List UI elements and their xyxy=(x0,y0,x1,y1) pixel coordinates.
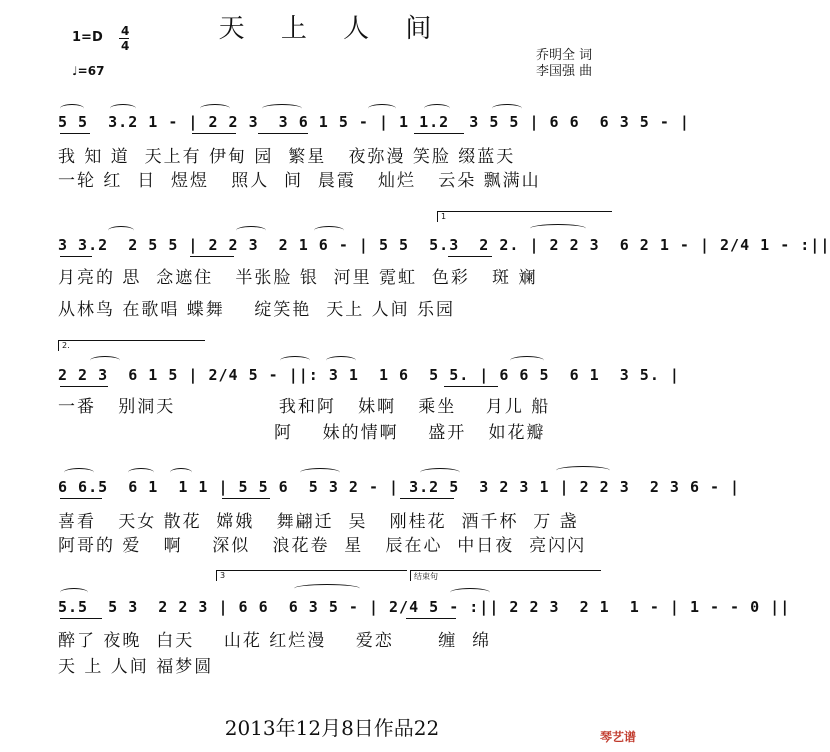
slur xyxy=(170,468,192,477)
slur xyxy=(314,226,344,235)
slur xyxy=(420,468,460,477)
second-ending-label: 2. xyxy=(62,341,70,350)
lyrics-line-4-verse-2: 阿哥的 爱 啊 深似 浪花卷 星 辰在心 中日夜 亮闪闪 xyxy=(58,536,587,556)
beat-underline xyxy=(400,498,454,499)
lyrics-line-4-verse-1: 喜看 天女 散花 嫦娥 舞翩迁 吴 刚桂花 酒千杯 万 盏 xyxy=(58,512,579,532)
key-signature: 1=D xyxy=(72,30,103,45)
slur xyxy=(492,104,522,113)
slur xyxy=(280,356,310,365)
lyrics-line-2-verse-1: 月亮的 思 念遮住 半张脸 银 河里 霓虹 色彩 斑 斓 xyxy=(58,268,538,288)
slur xyxy=(294,584,360,593)
composer-credit: 李国强 曲 xyxy=(536,64,593,79)
notation-line-5: 5.5 5 3 2 2 3 | 6 6 6 3 5 - | 2/4 5 - :|| 2 2 3 2 1 1 - | 1 - - 0 || xyxy=(58,598,791,616)
slur xyxy=(90,356,120,365)
notation-line-2: 3 3.2 2 5 5 | 2 2 3 2 1 6 - | 5 5 5.3 2 2. | 2 2 3 6 2 1 - | 2/4 1 - :|| xyxy=(58,236,830,254)
slur xyxy=(110,104,136,113)
coda-label: 结束句 xyxy=(414,572,438,581)
lyrics-line-5-verse-1: 醉了 夜晚 白天 山花 红烂漫 爱恋 缠 绵 xyxy=(58,631,492,651)
slur xyxy=(510,356,544,365)
first-ending-bracket xyxy=(437,211,612,222)
slur xyxy=(424,104,450,113)
beat-underline xyxy=(406,618,456,619)
lyrics-line-3-verse-2: 阿 妹的情啊 盛开 如花瓣 xyxy=(274,423,546,443)
slur xyxy=(530,224,586,233)
slur xyxy=(300,468,340,477)
time-signature-bottom: 4 xyxy=(121,39,130,53)
beat-underline xyxy=(60,133,90,134)
beat-underline xyxy=(60,618,102,619)
slur xyxy=(128,468,154,477)
watermark-logo: 琴艺谱 xyxy=(600,730,637,744)
beat-underline xyxy=(444,386,498,387)
slur xyxy=(368,104,396,113)
lyrics-line-3-verse-1: 一番 别洞天 我和阿 妹啊 乘坐 月儿 船 xyxy=(58,397,551,417)
slur xyxy=(556,466,610,475)
beat-underline xyxy=(60,498,102,499)
slur xyxy=(60,104,84,113)
second-ending-bracket xyxy=(58,340,205,351)
beat-underline xyxy=(192,133,236,134)
lyricist-credit: 乔明全 词 xyxy=(536,48,593,63)
third-ending-bracket xyxy=(216,570,407,581)
coda-bracket xyxy=(410,570,601,581)
slur xyxy=(262,104,302,113)
lyrics-line-5-verse-2: 天 上 人间 福梦圆 xyxy=(58,657,214,677)
lyrics-line-1-verse-2: 一轮 红 日 煜煜 照人 间 晨霞 灿烂 云朵 飘满山 xyxy=(58,171,541,191)
beat-underline xyxy=(60,386,108,387)
song-title: 天 上 人 间 xyxy=(218,14,446,44)
notation-line-1: 5 5 3.2 1 - | 2 2 3 3 6 1 5 - | 1 1.2 3 5 5 | 6 6 6 3 5 - | xyxy=(58,113,690,131)
slur xyxy=(108,226,134,235)
beat-underline xyxy=(258,133,308,134)
time-signature-top: 4 xyxy=(121,24,130,38)
slur xyxy=(326,356,356,365)
beat-underline xyxy=(448,256,492,257)
beat-underline xyxy=(190,256,234,257)
slur xyxy=(450,588,490,597)
beat-underline xyxy=(60,256,92,257)
notation-line-3: 2 2 3 6 1 5 | 2/4 5 - ||: 3 1 1 6 5 5. | 6 6 5 6 1 3 5. | xyxy=(58,366,680,384)
notation-line-4: 6 6.5 6 1 1 1 | 5 5 6 5 3 2 - | 3.2 5 3 2 3 1 | 2 2 3 2 3 6 - | xyxy=(58,478,741,496)
lyrics-line-1-verse-1: 我 知 道 天上有 伊甸 园 繁星 夜弥漫 笑脸 缀蓝天 xyxy=(58,147,516,167)
lyrics-line-2-verse-2: 从林鸟 在歌唱 蝶舞 绽笑艳 天上 人间 乐园 xyxy=(58,300,456,320)
beat-underline xyxy=(222,498,270,499)
slur xyxy=(60,588,88,597)
slur xyxy=(200,104,230,113)
slur xyxy=(236,226,266,235)
slur xyxy=(64,468,94,477)
third-ending-label: 3 xyxy=(220,571,226,580)
first-ending-label: 1 xyxy=(441,212,447,221)
footer-date: 2013年12月8日作品22 xyxy=(224,716,440,740)
tempo-marking: ♩=67 xyxy=(72,64,105,78)
beat-underline xyxy=(414,133,464,134)
